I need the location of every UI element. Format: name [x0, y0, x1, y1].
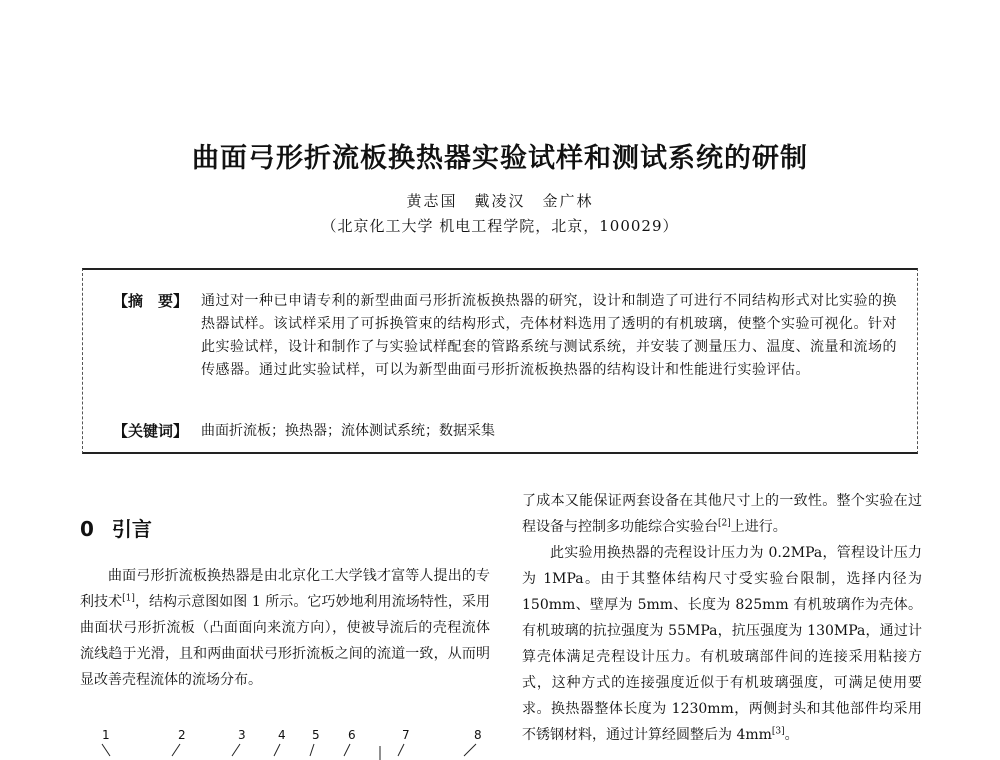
figure-1-drawing — [80, 742, 500, 760]
figure-callout: 2 — [178, 728, 186, 742]
figure-callout: 5 — [312, 728, 320, 742]
leader-line — [172, 744, 180, 756]
design-paragraph — [522, 540, 922, 748]
right-column — [522, 488, 922, 748]
section-number: 0 — [80, 517, 94, 541]
citation-ref: [2] — [718, 518, 731, 529]
figure-callout: 6 — [348, 728, 356, 742]
text-run: ，结构示意图如图 1 所示。它巧妙地利用流场特性，采用曲面状弓形折流板（凸面面向来流方向），使被导流后的壳程流体流线趋于光滑，且和两曲面状弓形折流板之间的流道一致，从而明显改善壳程流体的流场分布。 — [80, 594, 491, 688]
figure-callout: 4 — [278, 728, 286, 742]
intro-paragraph — [80, 563, 490, 693]
leader-line — [310, 744, 314, 756]
leader-line — [344, 744, 350, 756]
text-run: 。 — [784, 727, 799, 743]
abstract-box — [82, 268, 918, 454]
abstract-text: 通过对一种已申请专利的新型曲面弓形折流板换热器的研究，设计和制造了可进行不同结构形式对比实验的换热器试样。该试样采用了可拆换管束的结构形式，壳体材料选用了透明的有机玻璃，使整个实验可视化。针对此实验试样，设计和制作了与实验试样配套的管路系统与测试系统，并安装了测量压力、温度、流量和流场的传感器。通过此实验试样，可以为新型曲面弓形折流板换热器的结构设计和性能进行实验评估。 — [201, 293, 897, 378]
text-run: 了成本又能保证两套设备在其他尺寸上的一致性。整个实验在过程设备与控制多功能综合实验台 — [522, 493, 922, 535]
citation-ref: [3] — [771, 726, 785, 737]
text-run: 上进行。 — [730, 519, 787, 535]
leader-line — [464, 744, 476, 756]
paper-title: 曲面弓形折流板换热器实验试样和测试系统的研制 — [192, 143, 808, 174]
leader-line — [102, 744, 110, 756]
affiliation: （北京化工大学 机电工程学院，北京，100029） — [321, 217, 679, 235]
leader-line — [274, 744, 280, 756]
author-list: 黄志国 戴凌汉 金广林 — [406, 192, 594, 210]
section-heading — [80, 513, 152, 542]
keywords-text: 曲面折流板；换热器；流体测试系统；数据采集 — [201, 423, 495, 439]
keywords-label: 【关键词】 — [113, 422, 189, 440]
figure-callout: 3 — [238, 728, 246, 742]
text-run: 此实验用换热器的壳程设计压力为 0.2MPa，管程设计压力为 1MPa。由于其整体结构尺寸受实验台限制，选择内径为 150mm、壁厚为 5mm、长度为 825mm 有机玻璃作为壳体。有机玻璃的抗拉强度为 55MPa，抗压强度为 130MPa，通过计算壳体满足壳程设计压力。有机玻璃部件间的连接采用粘接方式，这种方式的连接强度近似于有机玻璃强度，可满足使用要求。换热器整体长度为 1230mm，两侧封头和其他部件均采用不锈钢材料，通过计算经圆整后为 4mm — [522, 545, 922, 743]
text-run: 曲面弓形折流板换热器是由北京化工大学钱才富等人提出的专利技术 — [80, 568, 490, 610]
leader-line — [398, 744, 404, 756]
citation-ref: [1] — [122, 593, 135, 604]
figure-callout: 1 — [102, 728, 110, 742]
figure-callout: 7 — [402, 728, 410, 742]
leader-line — [232, 744, 240, 756]
figure-callout: 8 — [474, 728, 482, 742]
abstract-label: 【摘 要】 — [113, 292, 189, 310]
section-title: 引言 — [111, 517, 152, 541]
continued-paragraph — [522, 488, 922, 540]
left-column — [80, 563, 490, 693]
